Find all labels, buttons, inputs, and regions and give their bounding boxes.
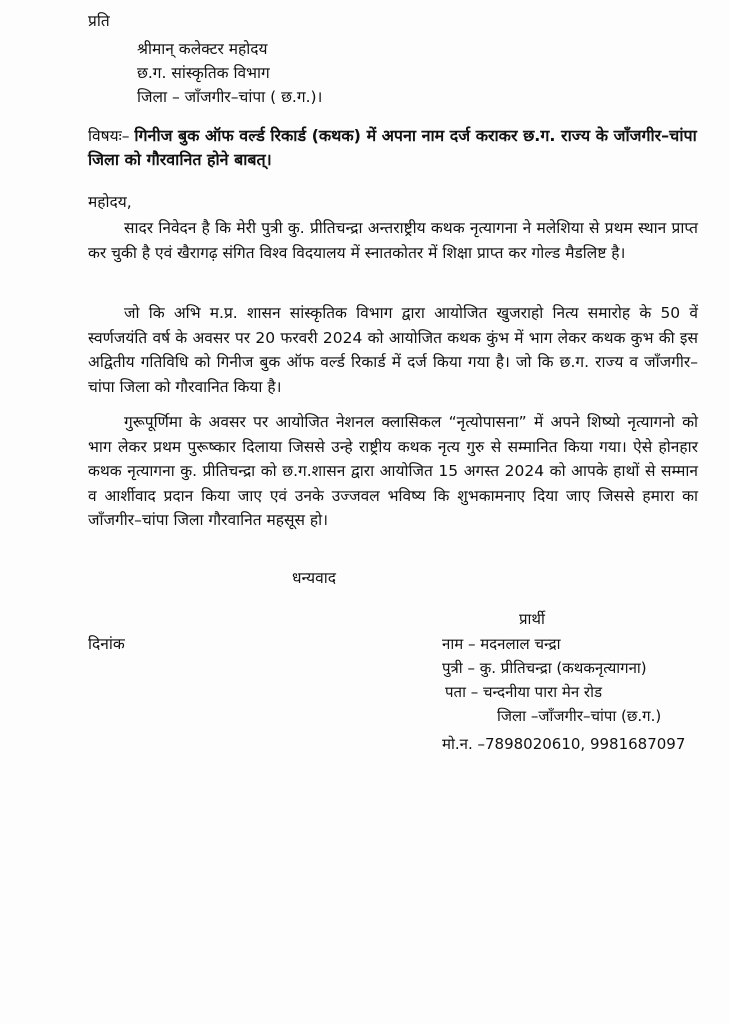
paragraph-3: [88, 410, 698, 533]
sender-mobile: मो.न. –7898020610, 9981687097: [442, 735, 686, 753]
sender-name: नाम – मदनलाल चन्द्रा: [442, 635, 561, 653]
sender-address-1: पता – चन्दनीया पारा मेन रोड: [445, 683, 602, 701]
subject-label: विषयः–: [88, 127, 130, 145]
recipient-line-1: श्रीमान् कलेक्टर महोदय: [137, 40, 268, 58]
date-label: दिनांक: [88, 635, 125, 653]
paragraph-2-text: जो कि अभि म.प्र. शासन सांस्कृतिक विभाग द्वारा आयोजित खुजराहो नित्य समारोह के 50 वें स्वर्णजयंति वर्ष के अवसर पर 20 फरवरी 2024 को आयोजित कथक कुंभ में भाग लेकर कथक कुभ की इस अद्वितीय गतिविधि को गिनीज बुक ऑफ वर्ल्ड रिकार्ड में दर्ज किया गया है। जो कि छ.ग. राज्य व जाँजगीर–चांपा जिला को गौरवानित किया है।: [88, 304, 698, 396]
recipient-line-2: छ.ग. सांस्कृतिक विभाग: [137, 64, 270, 82]
sender-daughter: पुत्री – कु. प्रीतिचन्द्रा (कथकनृत्यागना): [442, 659, 647, 677]
paragraph-1: [88, 216, 698, 265]
paragraph-1-text: सादर निवेदन है कि मेरी पुत्री कु. प्रीतिचन्द्रा अन्तराष्ट्रीय कथक नृत्यागना ने मलेशिया से प्रथम स्थान प्राप्त कर चुकी है एवं खैरागढ़ संगित विश्व विदयालय में स्नातकोतर में शिक्षा प्राप्त कर गोल्ड मैडलिष्ट है।: [88, 219, 698, 262]
recipient-prati: प्रति: [88, 12, 110, 30]
recipient-line-3: जिला – जाँजगीर–चांपा ( छ.ग.)।: [137, 88, 323, 106]
paragraph-2: [88, 301, 698, 399]
sender-title: प्रार्थी: [519, 610, 545, 628]
paragraph-3-text: गुरूपूर्णिमा के अवसर पर आयोजित नेशनल क्लासिकल “नृत्योपासना” में अपने शिष्यो नृत्यागनो को भाग लेकर प्रथम पुरूष्कार दिलाया जिससे उन्हे राष्ट्रीय कथक नृत्य गुरु से सम्मानित किया गया। ऐसे होनहार कथक नृत्यागना कु. प्रीतिचन्द्रा को छ.ग.शासन द्वारा आयोजित 15 अगस्त 2024 को आपके हाथों से सम्मान व आर्शीवाद प्रदान किया जाए एवं उनके उज्जवल भविष्य कि शुभकामनाए दिया जाए जिससे हमारा का जाँजगीर–चांपा जिला गौरवानित महसूस हो।: [88, 413, 698, 529]
subject-text: गिनीज बुक ऑफ वर्ल्ड रिकार्ड (कथक) में अपना नाम दर्ज कराकर छ.ग. राज्य के जाँजगीर–चांपा जिला को गौरवानित होने बाबत्।: [88, 126, 697, 169]
salutation: महोदय,: [88, 193, 132, 211]
sender-address-2: जिला –जाँजगीर–चांपा (छ.ग.): [497, 707, 662, 725]
subject-block: [88, 124, 708, 172]
closing-thanks: धन्यवाद: [292, 569, 336, 587]
